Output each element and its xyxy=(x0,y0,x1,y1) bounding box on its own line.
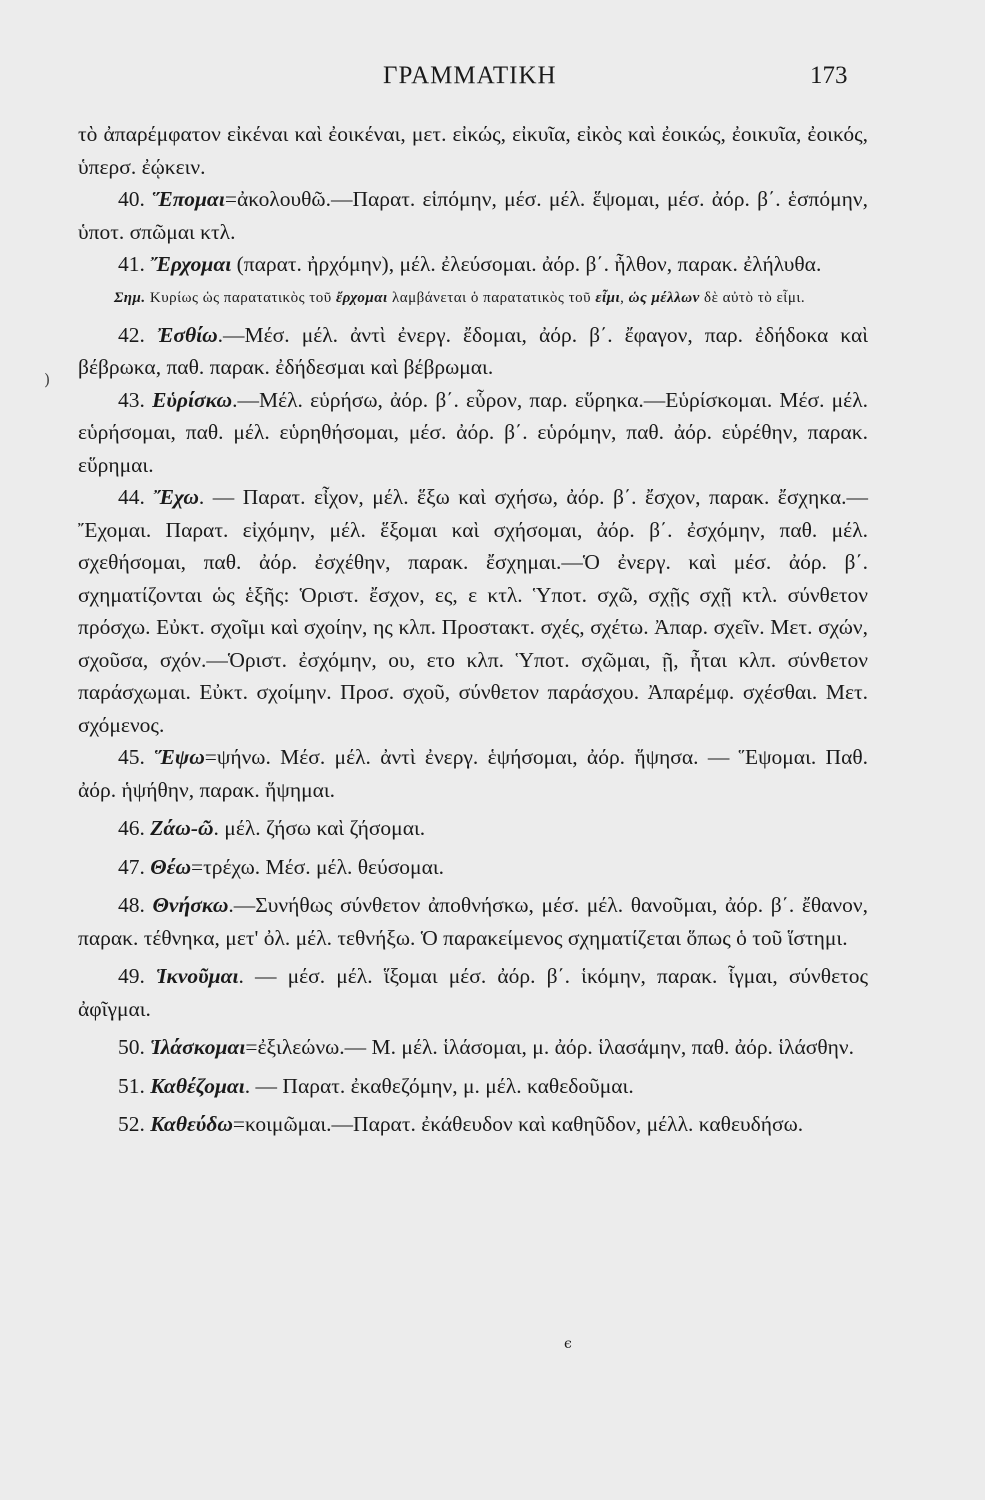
page-header xyxy=(0,62,985,96)
entry-text: .—Συνήθως σύνθετον ἀποθνήσκω, μέσ. μέλ. θανοῦμαι, ἀόρ. β΄. ἔθανον, παρακ. τέθνηκα, μετ' ὀλ. μέλ. τεθνήξω. Ὁ παρακείμενος σχηματίζεται ὅπως ὁ τοῦ ἵστημι. xyxy=(78,893,868,950)
entry-52 xyxy=(78,1108,868,1141)
note-label: Σημ. xyxy=(114,289,146,306)
entry-text: .—Μέσ. μέλ. ἀντὶ ἐνεργ. ἔδομαι, ἀόρ. β΄. ἔφαγον, παρ. ἐδήδοκα καὶ βέβρωκα, παθ. παρακ. ἐδήδεσμαι καὶ βέβρωμαι. xyxy=(78,322,868,379)
headword: Ἕπομαι xyxy=(152,187,225,211)
page-number: 173 xyxy=(810,62,848,89)
headword: Καθέζομαι xyxy=(150,1073,245,1098)
entry-number: 43. xyxy=(118,387,145,412)
note-text: λαμβάνεται ὁ παρατατικὸς τοῦ xyxy=(387,289,596,306)
note-term: ἔρχομαι xyxy=(335,289,388,306)
entry-text: . μέλ. ζήσω καὶ ζήσομαι. xyxy=(213,816,426,840)
headword: Ἱκνοῦμαι xyxy=(156,964,239,988)
margin-mark: ) xyxy=(44,370,51,389)
headword: Ἔρχομαι xyxy=(150,252,232,276)
entry-46 xyxy=(78,812,868,845)
headword: Θνήσκω xyxy=(152,893,229,917)
headword: Εὑρίσκω xyxy=(152,387,233,412)
headword: Θέω xyxy=(150,854,192,879)
entry-number: 52. xyxy=(118,1112,145,1136)
entry-50 xyxy=(78,1031,868,1064)
entry-number: 40. xyxy=(118,187,145,211)
headword: Ἔχω xyxy=(153,485,199,509)
note-text: δὲ αὐτὸ τὸ εἶμι. xyxy=(699,289,806,306)
body-text xyxy=(78,118,868,1141)
entry-text: . — Παρατ. ἐκαθεζόμην, μ. μέλ. καθεδοῦμαι. xyxy=(244,1073,634,1098)
entry-text: . — Παρατ. εἶχον, μέλ. ἕξω καὶ σχήσω, ἀόρ. β΄. ἔσχον, παρακ. ἔσχηκα.—Ἔχομαι. Παρατ. εἰχόμην, μέλ. ἕξομαι καὶ σχήσομαι, ἀόρ. β΄. ἐσχόμην, παθ. μέλ. σχεθήσομαι, παθ. ἀόρ. ἐσχέθην, παρακ. ἔσχημαι.—Ὁ ἐνεργ. καὶ μέσ. ἀόρ. β΄. σχηματίζονται ὡς ἑξῆς: Ὁριστ. ἔσχον, ες, ε κτλ. Ὑποτ. σχῶ, σχῇς σχῇ κτλ. σύνθετον πρόσχω. Εὐκτ. σχοῖμι καὶ σχοίην, ης κλπ. Προστακτ. σχές, σχέτω. Ἀπαρ. σχεῖν. Μετ. σχών, σχοῦσα, σχόν.—Ὁριστ. ἐσχόμην, ου, ετο κλπ. Ὑποτ. σχῶμαι, ῇ, ἦται κλπ. σύνθετον παράσχωμαι. Εὐκτ. σχοίμην. Προσ. σχοῦ, σύνθετον παράσχου. Ἀπαρέμφ. σχέσθαι. Μετ. σχόμενος. xyxy=(78,485,868,737)
entry-42 xyxy=(78,319,868,384)
headword: Καθεύδω xyxy=(150,1112,233,1136)
headword: Ἐσθίω xyxy=(156,322,218,347)
entry-text: . — μέσ. μέλ. ἵξομαι μέσ. ἀόρ. β΄. ἱκόμην, παρακ. ἷγμαι, σύνθετος ἀφῖγμαι. xyxy=(78,964,869,1021)
grammar-note xyxy=(78,287,868,309)
entry-number: 47. xyxy=(118,854,145,879)
entry-text: =ἐξιλεώνω.— Μ. μέλ. ἱλάσομαι, μ. ἀόρ. ἱλασάμην, παθ. ἀόρ. ἱλάσθην. xyxy=(245,1035,854,1059)
running-title: ΓΡΑΜΜΑΤΙΚΗ xyxy=(383,62,557,89)
entry-51 xyxy=(78,1070,868,1103)
intro-paragraph: τὸ ἀπαρέμφατον εἰκέναι καὶ ἐοικέναι, μετ. εἰκώς, εἰκυῖα, εἰκὸς καὶ ἐοικώς, ἐοικυῖα, ἐοικός, ὑπερσ. ἐῴκειν. xyxy=(78,122,868,179)
print-mark: ϵ xyxy=(564,1336,572,1352)
entry-number: 46. xyxy=(118,816,145,840)
note-text: Κυρίως ὡς παρατατικὸς τοῦ xyxy=(145,289,336,306)
entry-number: 41. xyxy=(118,252,145,276)
entry-number: 48. xyxy=(118,893,145,917)
entry-41 xyxy=(78,248,868,281)
headword: Ἱλάσκομαι xyxy=(150,1035,246,1059)
entry-45 xyxy=(78,741,868,806)
entry-number: 44. xyxy=(118,485,145,509)
entry-text: =ψήνω. Μέσ. μέλ. ἀντὶ ἐνεργ. ἑψήσομαι, ἀόρ. ἥψησα. — Ἕψομαι. Παθ. ἀόρ. ἡψήθην, παρακ. ἥψημαι. xyxy=(78,745,869,802)
entry-text: .—Μέλ. εὑρήσω, ἀόρ. β΄. εὗρον, παρ. εὕρηκα.—Εὑρίσκομαι. Μέσ. μέλ. εὑρήσομαι, παθ. μέλ. εὑρηθήσομαι, μέσ. ἀόρ. β΄. εὑρόμην, παθ. ἀόρ. εὑρέθην, παρακ. εὕρημαι. xyxy=(78,387,869,477)
headword: Ζάω-ῶ xyxy=(150,816,214,840)
note-term: εἶμι xyxy=(595,289,621,306)
note-term: ὡς μέλλων xyxy=(628,289,700,306)
entry-text: =ἀκολουθῶ.—Παρατ. εἱπόμην, μέσ. μέλ. ἕψομαι, μέσ. ἀόρ. β΄. ἑσπόμην, ὑποτ. σπῶμαι κτλ. xyxy=(78,187,869,244)
entry-number: 45. xyxy=(118,745,145,769)
entry-48 xyxy=(78,889,868,954)
entry-text: =κοιμῶμαι.—Παρατ. ἐκάθευδον καὶ καθηῦδον, μέλλ. καθευδήσω. xyxy=(232,1112,804,1136)
entry-49 xyxy=(78,960,868,1025)
entry-number: 51. xyxy=(118,1073,145,1098)
entry-44 xyxy=(78,481,868,741)
entry-number: 49. xyxy=(118,964,145,988)
entry-number: 42. xyxy=(118,322,145,347)
entry-43 xyxy=(78,384,868,482)
entry-text: (παρατ. ἠρχόμην), μέλ. ἐλεύσομαι. ἀόρ. β΄. ἦλθον, παρακ. ἐλήλυθα. xyxy=(231,252,822,276)
entry-47 xyxy=(78,851,868,884)
entry-number: 50. xyxy=(118,1035,145,1059)
entry-text: =τρέχω. Μέσ. μέλ. θεύσομαι. xyxy=(191,854,445,879)
entry-40 xyxy=(78,183,868,248)
note-text: , xyxy=(620,289,629,306)
headword: Ἕψω xyxy=(154,745,205,769)
